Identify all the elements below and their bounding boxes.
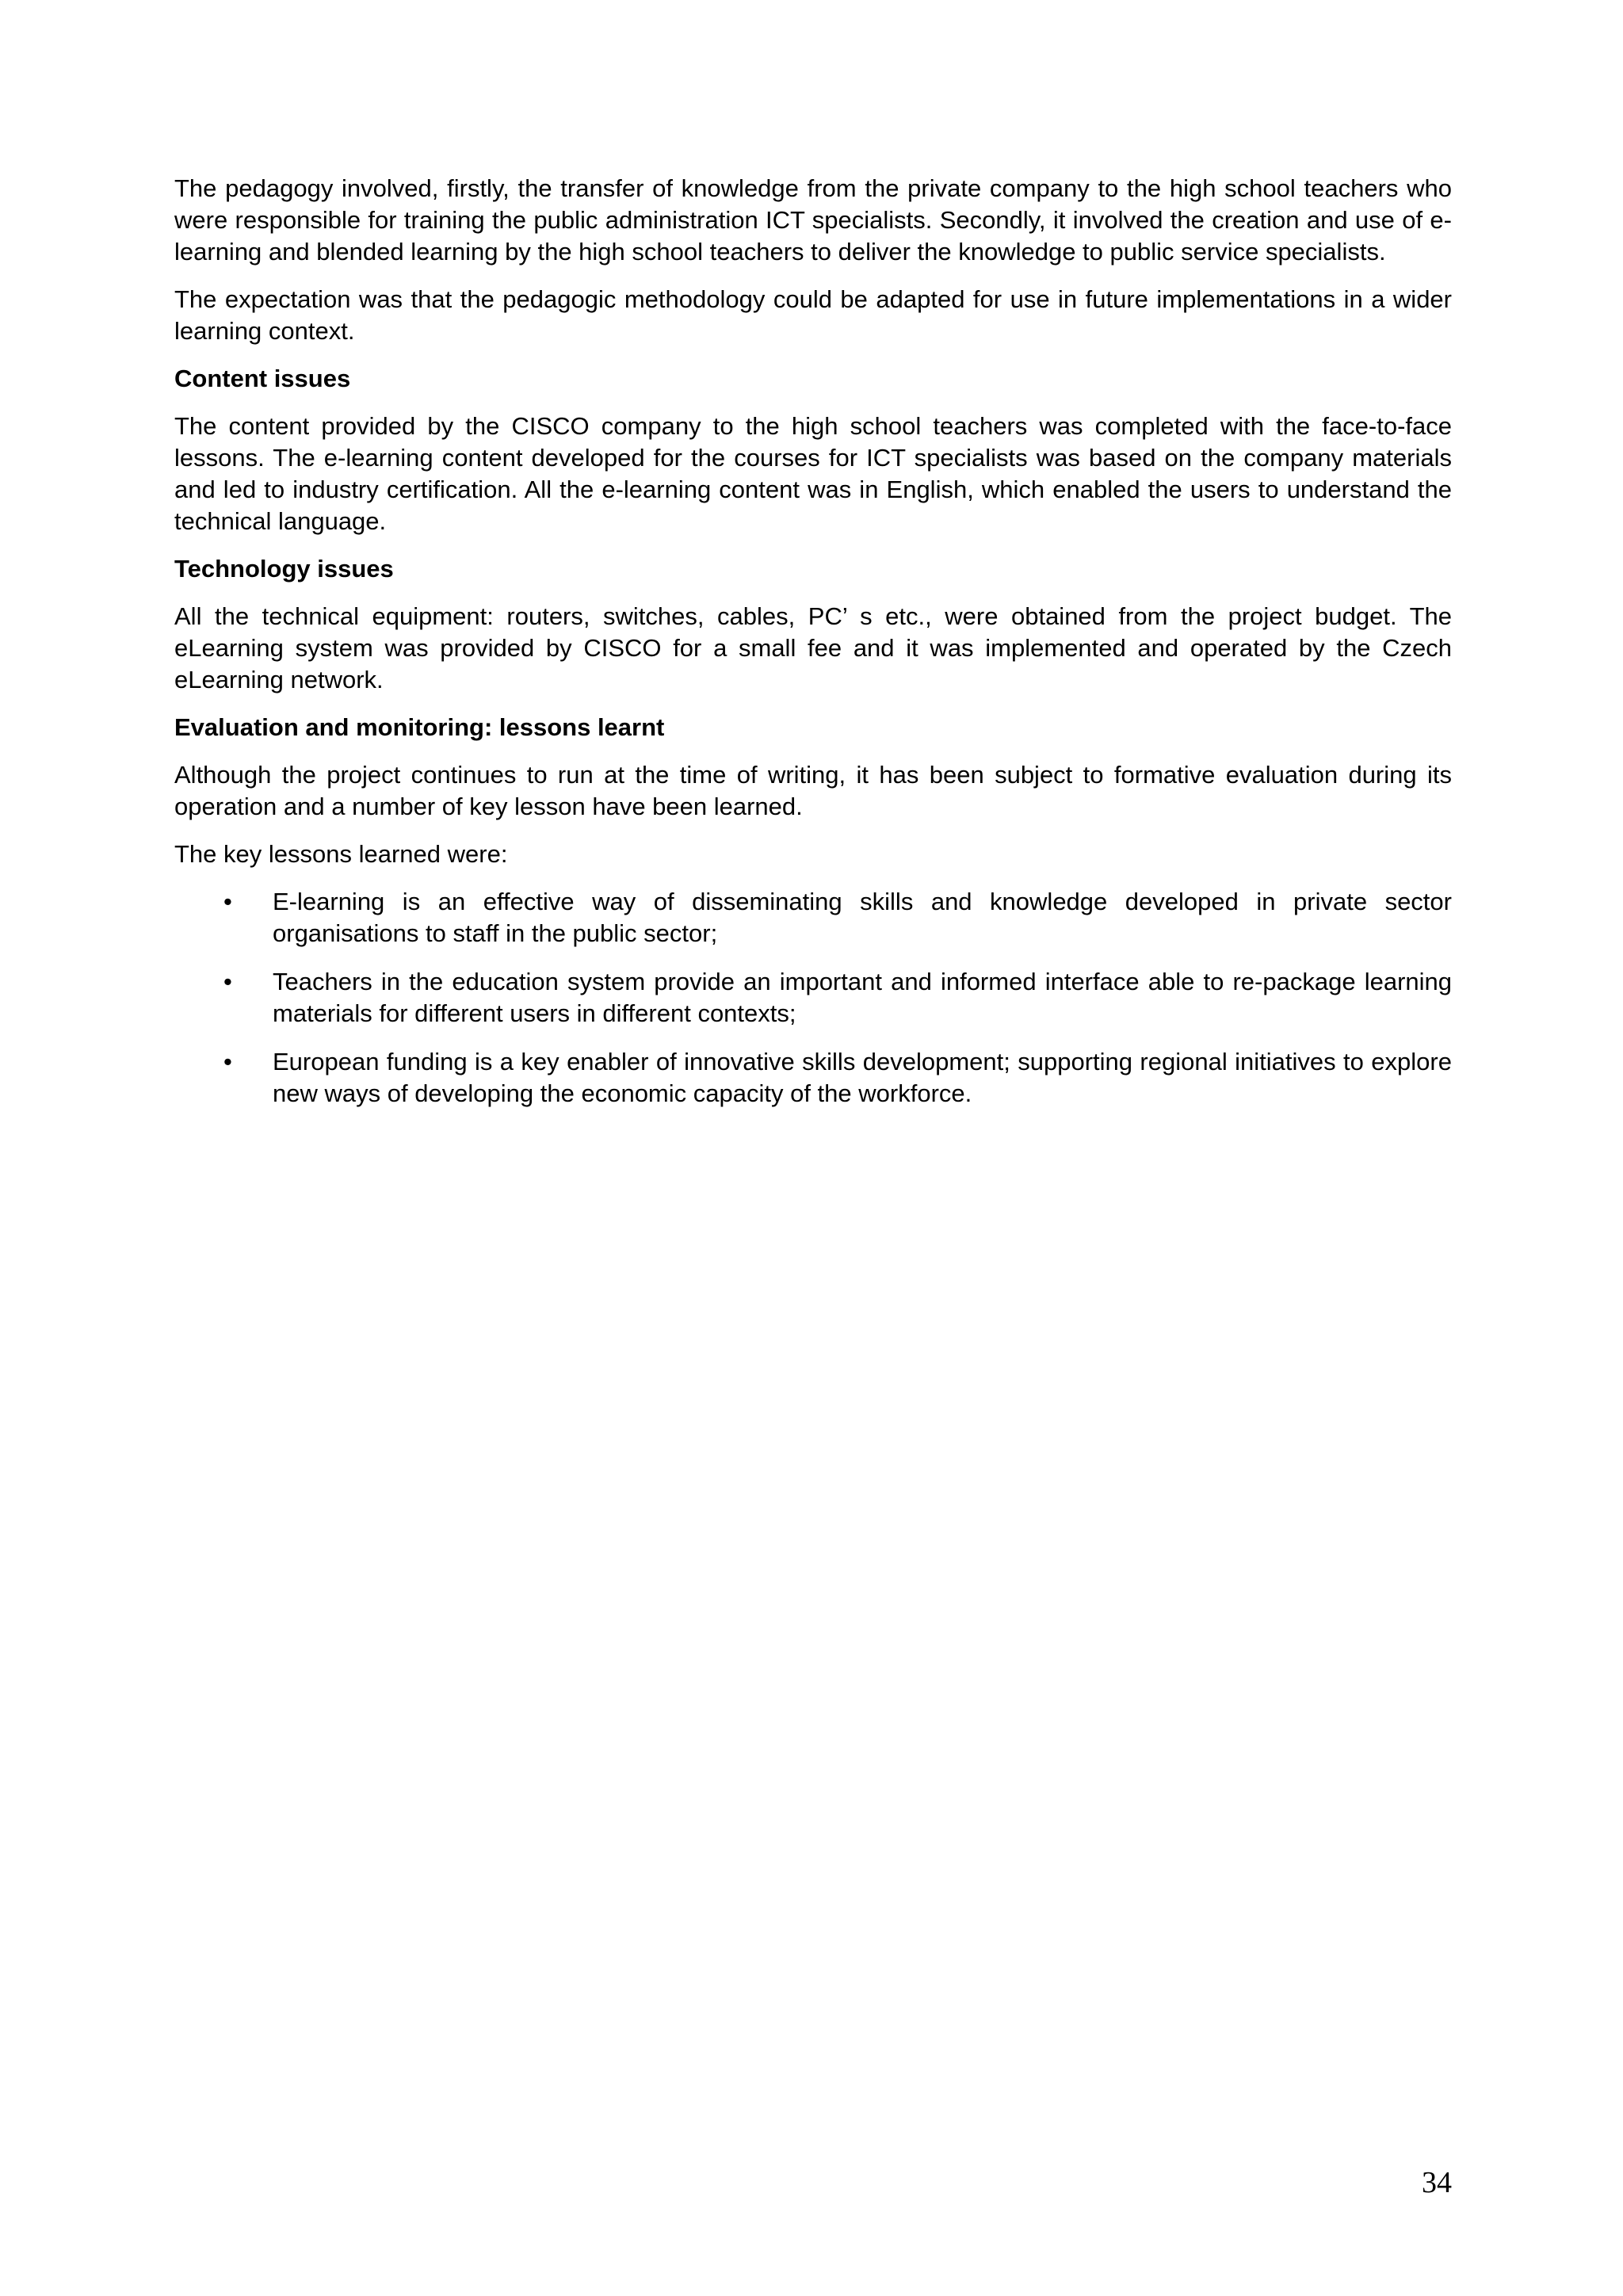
list-item	[174, 1046, 1452, 1110]
paragraph-technology-issues: All the technical equipment: routers, switches, cables, PC’ s etc., were obtained from the project budget. The eLearning system was provided by CISCO for a small fee and it was implemented and operated by the Czech eLearning network.	[174, 602, 1452, 693]
heading-technology-issues: Technology issues	[174, 555, 394, 583]
heading-content-issues: Content issues	[174, 365, 351, 392]
paragraph-pedagogy: The pedagogy involved, firstly, the transfer of knowledge from the private company to the high school teachers who were responsible for training the public administration ICT specialists. Secondly, it involved the creation and use of e-learning and blended learning by the high school teachers to deliver the knowledge to public service specialists.	[174, 174, 1452, 266]
list-item-text: E-learning is an effective way of disseminating skills and knowledge developed in private sector organisations to staff in the public sector;	[273, 888, 1452, 947]
bullet-icon: •	[223, 888, 232, 915]
list-item-text: Teachers in the education system provide an important and informed interface able to re-package learning materials for different users in different contexts;	[273, 968, 1452, 1027]
paragraph-lessons-intro: The key lessons learned were:	[174, 840, 508, 868]
paragraph-evaluation: Although the project continues to run at the time of writing, it has been subject to formative evaluation during its operation and a number of key lesson have been learned.	[174, 761, 1452, 820]
paragraph-content-issues: The content provided by the CISCO company to the high school teachers was completed with the face-to-face lessons. The e-learning content developed for the courses for ICT specialists was based on the company materials and led to industry certification. All the e-learning content was in English, which enabled the users to understand the technical language.	[174, 412, 1452, 535]
bullet-icon: •	[223, 968, 232, 995]
list-item	[174, 886, 1452, 949]
document-body	[174, 173, 1452, 1126]
list-item	[174, 966, 1452, 1030]
heading-evaluation: Evaluation and monitoring: lessons learnt	[174, 713, 665, 741]
list-item-text: European funding is a key enabler of innovative skills development; supporting regional initiatives to explore new ways of developing the economic capacity of the workforce.	[273, 1048, 1452, 1107]
page-number: 34	[1422, 2166, 1452, 2199]
bullet-icon: •	[223, 1048, 232, 1075]
lessons-list	[174, 886, 1452, 1110]
paragraph-expectation: The expectation was that the pedagogic methodology could be adapted for use in future implementations in a wider learning context.	[174, 285, 1452, 345]
